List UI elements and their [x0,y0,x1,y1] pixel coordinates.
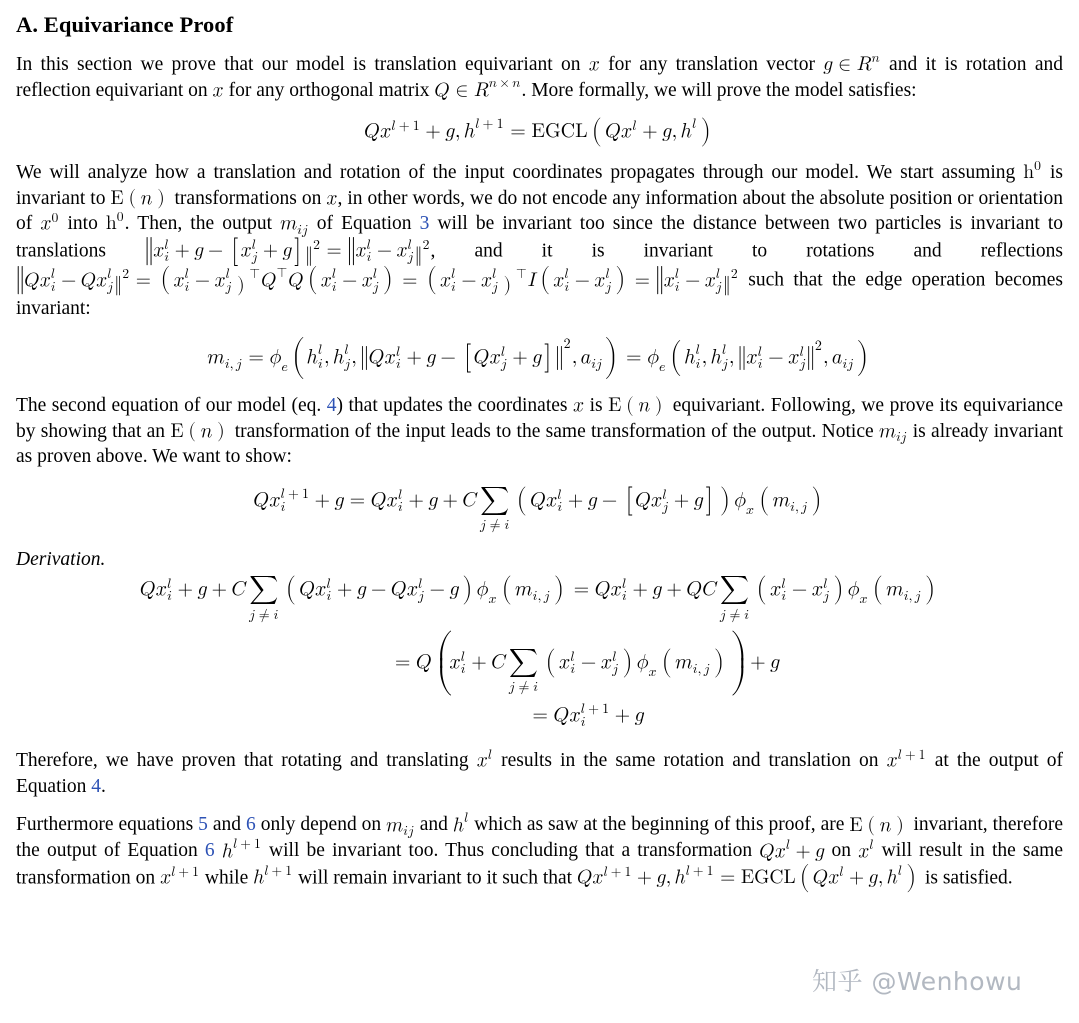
text-run: will be invariant too. Thus concluding that a transformation [261,840,760,862]
text-run: The second equation of our model (eq. [16,395,327,417]
derivation-label: Derivation. [16,549,106,571]
paragraph-second-equation [16,393,1063,470]
equation-link-6[interactable]: 6 [204,840,215,862]
equation-2 [16,337,1063,379]
text-run: . More formally, we will prove the model satisfies: [521,79,917,101]
derivation-line-2 [106,631,1063,696]
inline-math-x: x [572,395,585,416]
equation-3 [16,486,1063,533]
spacer [16,734,1063,748]
paragraph-intro [16,52,1063,103]
text-run: , in other words, we do not encode any information about the absolute position or orientation of [16,187,1063,234]
derivation-line-3-math: = Q x il + 1 + g [532,702,645,730]
equation-1-math: Q x l + 1 + g , h l + 1 = EGCL ( Q x l + g , h l ) [364,117,706,141]
text-run: while [200,867,254,889]
inline-math-x: x [326,187,338,208]
inline-math-Q-in-Rnxn: Q ∈ R n × n [434,76,521,100]
equation-3-math: Q x il + 1 + g = Q x il + g + C ∑j ≠ i ( Q x il + g − [ Q x jl + g ] ) ϕ x ( m i , j ) [253,487,816,533]
text-run: will remain invariant to it such that [293,867,577,889]
text-run: for any orthogonal matrix [223,79,435,101]
text-run: will be invariant too since the distance between two particles is invariant to translations [16,213,1064,262]
inline-math-h0: h 0 [1023,158,1041,182]
equation-link-4[interactable]: 4 [91,775,102,797]
page-title: A. Equivariance Proof [16,12,234,37]
text-run: We will analyze how a translation and rotation of the input coordinates propagates through our model. We start assuming [16,162,1024,183]
paragraph-conclusion-2 [16,812,1063,893]
inline-math-En: E ( n ) [110,187,161,211]
text-run: In this section we prove that our model is translation equivariant on [16,54,589,75]
text-run: ) that updates the coordinates [336,395,573,417]
text-run: and [207,814,247,836]
equation-link-6[interactable]: 6 [246,814,256,836]
inline-math-hl: h l [452,811,469,835]
inline-math-En: E ( n ) [608,395,658,419]
text-run: into [59,213,106,234]
text-run: for any translation vector [599,54,824,75]
text-run: Furthermore equations [16,814,199,836]
text-run: is invariant to [16,162,1063,209]
text-run: transformations on [169,187,327,209]
text-run: is [584,395,609,417]
inline-math-xl1: x l + 1 [160,865,199,888]
watermark: 知乎 @Wenhowu [812,967,1023,996]
text-run: will result in the same transformation on [16,840,1063,889]
text-run: . Then, the output [124,213,281,234]
inline-math-rotation-invariance: ‖ Q x il − Q x jl‖2 = ( x il − x jl)⊤ Q ⊤ Q ( x il − x jl ) = ( x il − x jl)⊤ I ( x il − x jl ) = ‖ x il − x jl‖2 [16,266,738,298]
derivation-line-3 [108,702,1063,730]
inline-math-Qxl-plus-g: Q x l + g [759,838,825,861]
inline-math-xl: x l [858,838,874,861]
text-run: which as saw at the beginning of this proof, are [469,814,850,836]
inline-math-final-identity: Q x l + 1 + g , h l + 1 = EGCL ( Q x l + g , h l ) [576,864,911,888]
text-run: of Equation [308,213,420,234]
inline-math-mij: m i j [878,420,907,445]
derivation-line-1-math: Q x il + g + C ∑j ≠ i ( Q x il + g − Q x jl − g ) ϕ x ( m i , j ) = Q x il + g + Q C ∑j ≠ i ( x il − x jl ) ϕ x ( m i , j ) [139,576,930,622]
text-run: equivariant. Following, we prove its equivariance by showing that an [16,395,1063,442]
inline-math-mij: m i j [386,814,414,839]
text-run: on [824,840,859,862]
equation-link-3[interactable]: 3 [419,213,430,234]
derivation-line-1 [16,575,1063,622]
text-run: only depend on [255,814,387,836]
inline-math-translation-invariance: ‖ x il + g − [ x jl + g ] ‖2 = ‖ x il − x jl‖2 [144,238,430,269]
text-run: is satisfied. [920,867,1013,889]
text-run: at the output of Equation [16,750,1063,797]
text-run: and it is rotation and reflection equivariant on [16,54,1063,101]
text-run: such that the edge operation becomes invariant: [16,269,1063,319]
text-run: Therefore, we have proven that rotating and translating [16,750,477,772]
inline-math-mij: m i j [280,213,308,237]
derivation-line-2-math: = Q ( x il + C ∑j ≠ i ( x il − x jl ) ϕ x ( m i , j ) ) + g [394,632,780,695]
inline-math-xl: x l [476,748,492,771]
inline-math-xl1: x l + 1 [886,748,926,771]
inline-math-En: E ( n ) [849,814,900,838]
text-run: transformation of the input leads to the same transformation of the output. Notice [229,420,879,442]
equation-1 [16,117,1063,147]
inline-math-x: x [588,54,600,74]
paragraph-analysis [16,160,1063,321]
text-run: results in the same rotation and translation on [493,750,887,772]
inline-math-x: x [212,79,224,100]
inline-math-h0: h 0 [105,209,124,233]
text-run: , and it is invariant to rotations and reflections [430,240,1063,262]
equation-link-5[interactable]: 5 [198,814,208,836]
inline-math-hl1: h l + 1 [221,837,261,861]
paragraph-conclusion-1 [16,748,1063,799]
inline-math-x0: x 0 [40,210,59,233]
text-run: and [414,814,453,836]
inline-math-hl1: h l + 1 [253,864,293,888]
inline-math-g-in-Rn: g ∈ R n [823,50,880,74]
text-run [215,841,222,862]
equation-link-4[interactable]: 4 [326,395,337,417]
derivation-block [16,575,1063,730]
text-run: invariant, therefore the output of Equation [16,814,1064,862]
equation-2-math: m i , j = ϕ e ( h il , h jl , ‖ Q x il + g − [ Q x jl + g ] ‖2 , a i j ) = ϕ e ( h il , h jl , ‖ x il − x jl ‖2 , a i j ) [207,337,863,375]
inline-math-En: E ( n ) [170,420,220,444]
text-run: . [101,775,106,797]
text-run: is already invariant as proven above. We want to show: [16,420,1063,468]
